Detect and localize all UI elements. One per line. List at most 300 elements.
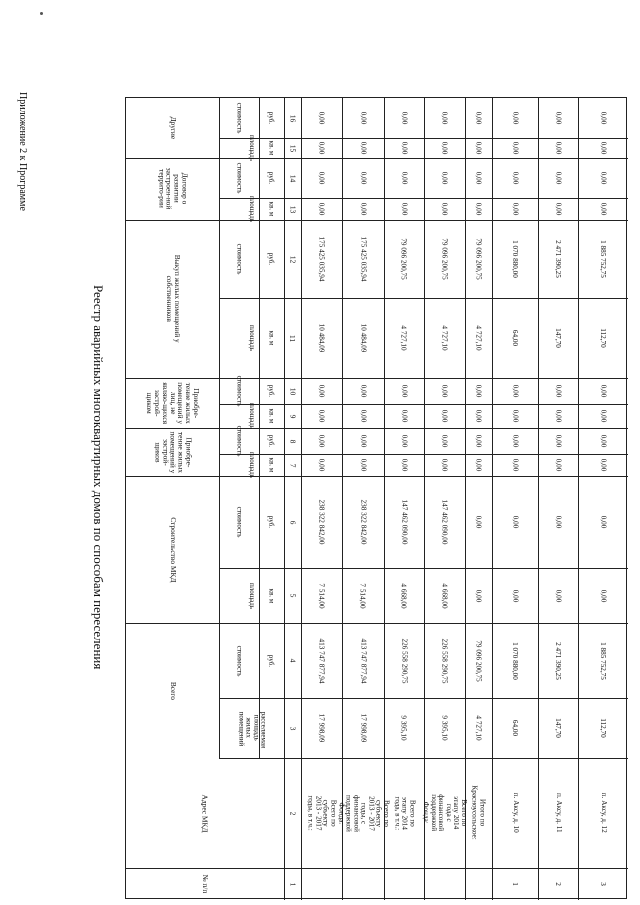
unit-sqm-po-text: кв. м — [267, 408, 276, 424]
row-number-text: 3 — [599, 882, 607, 886]
subheader-area-oth-text: площадь — [247, 135, 256, 161]
column-number-text: 9 — [287, 414, 297, 418]
row-number — [384, 868, 424, 900]
subheader-cost-dev — [219, 158, 259, 198]
table-cell-text: 0,00 — [317, 409, 326, 423]
table-cell-text: 0,00 — [510, 171, 519, 185]
table-cell — [384, 454, 424, 476]
table-cell — [384, 198, 424, 220]
table-cell-text: 0,00 — [358, 141, 367, 155]
table-cell — [424, 404, 465, 428]
unit-sqm-pd — [259, 454, 284, 476]
row-address-text: Всего по субъекту 2013 - 2017 годы, с финансовой поддержкой Фонда: — [337, 794, 391, 832]
table-cell — [301, 158, 342, 198]
column-number-text: 3 — [287, 726, 297, 730]
table-cell-text: 0,00 — [598, 111, 607, 125]
table-cell-text: 0,00 — [474, 515, 483, 529]
table-cell — [465, 454, 492, 476]
group-header-pd-text: Приобре-тение жилых помещений у застрой-щиков — [152, 431, 193, 473]
table-cell-text: 0,00 — [553, 515, 562, 529]
table-cell — [465, 138, 492, 158]
group-header-oth — [126, 98, 219, 158]
table-cell-text: 0,00 — [440, 434, 449, 448]
table-cell — [384, 568, 424, 623]
table-cell-text: 0,00 — [474, 434, 483, 448]
table-cell — [538, 698, 578, 758]
table-cell-text: 4 727,10 — [440, 325, 449, 351]
table-cell — [424, 138, 465, 158]
table-cell-text: 413 747 877,94 — [359, 638, 368, 683]
table-cell — [424, 454, 465, 476]
table-cell — [538, 378, 578, 404]
table-cell-text: 0,00 — [317, 458, 326, 472]
table-cell-text: 0,00 — [399, 409, 408, 423]
table-cell — [342, 220, 384, 298]
table-cell-text: 1 070 880,00 — [510, 641, 519, 680]
unit-sqm-oth-text: кв. м — [267, 140, 276, 156]
table-cell — [578, 454, 628, 476]
table-cell-text: 0,00 — [510, 515, 519, 529]
unit-rub-con — [259, 476, 284, 568]
table-cell — [578, 98, 628, 138]
table-cell-text: 0,00 — [510, 458, 519, 472]
table-cell-text: 4 727,10 — [474, 325, 483, 351]
table-cell-text: 0,00 — [358, 171, 367, 185]
table-cell — [578, 568, 628, 623]
unit-sqm-dev-text: кв. м — [267, 201, 276, 217]
table-cell-text: 0,00 — [440, 111, 449, 125]
table-cell-text: 0,00 — [399, 384, 408, 398]
table-cell — [578, 220, 628, 298]
table-cell-text: 0,00 — [474, 409, 483, 423]
table-cell-text: 0,00 — [553, 171, 562, 185]
table-cell — [301, 378, 342, 404]
column-number — [284, 298, 301, 378]
table-cell-text: 0,00 — [317, 202, 326, 216]
table-cell — [342, 198, 384, 220]
subheader-cost-dev-text: стоимость — [234, 162, 243, 194]
table-cell-text: 0,00 — [553, 202, 562, 216]
subheader-area-po-text: площадь — [247, 403, 256, 429]
table-cell — [424, 568, 465, 623]
subheader-area-buy-text: площадь — [247, 325, 256, 351]
table-cell-text: 147 462 090,00 — [440, 499, 449, 545]
column-number — [284, 698, 301, 758]
table-cell — [424, 623, 465, 698]
table-cell — [465, 98, 492, 138]
column-number-text: 4 — [287, 658, 297, 663]
table-cell-text: 0,00 — [317, 384, 326, 398]
table-cell — [384, 98, 424, 138]
column-number-text: 2 — [287, 811, 297, 815]
row-address-text: Всего по субъекту 2013 - 2017 годы, в т.ч.: — [306, 795, 338, 831]
column-number — [284, 568, 301, 623]
table-cell-text: 0,00 — [317, 171, 326, 185]
subheader-cost-pd-text: стоимость — [234, 425, 243, 457]
row-address-text: Всего по этапу 2014 года, в т.ч.: — [393, 796, 417, 830]
row-address — [578, 758, 628, 868]
table-cell-text: 0,00 — [553, 434, 562, 448]
unit-rub-pd — [259, 428, 284, 454]
table-cell-text: 0,00 — [598, 434, 607, 448]
table-cell-text: 7 514,00 — [317, 582, 326, 609]
table-cell-text: 79 096 200,75 — [474, 639, 483, 682]
table-cell-text: 0,00 — [358, 202, 367, 216]
table-cell — [342, 476, 384, 568]
unit-rub-dev — [259, 158, 284, 198]
table-cell-text: 4 668,00 — [400, 582, 408, 609]
subheader-cost-po — [219, 375, 259, 407]
table-cell-text: 10 484,09 — [317, 323, 326, 353]
table-cell — [578, 298, 628, 378]
table-cell-text: 0,00 — [399, 434, 408, 448]
row-address — [538, 758, 578, 868]
table-cell — [301, 454, 342, 476]
header-num — [126, 868, 284, 900]
table-cell — [301, 428, 342, 454]
table-cell — [492, 198, 538, 220]
row-address — [465, 758, 492, 868]
column-number-text: 12 — [288, 255, 297, 263]
table-cell — [465, 404, 492, 428]
table-cell-text: 0,00 — [440, 202, 449, 216]
table-cell-text: 79 096 200,75 — [474, 238, 483, 280]
table-cell-text: 2 471 390,25 — [553, 641, 562, 680]
table-cell — [384, 476, 424, 568]
column-number — [284, 98, 301, 138]
table-cell — [465, 198, 492, 220]
table-cell-text: 0,00 — [358, 458, 367, 472]
table-cell — [578, 623, 628, 698]
table-cell — [424, 220, 465, 298]
unit-rub-tot-text: руб. — [267, 654, 276, 667]
table-cell-text: 0,00 — [358, 384, 367, 398]
table-cell-text: 1 885 752,75 — [598, 240, 607, 278]
table-cell-text: 147,70 — [553, 718, 562, 738]
row-number — [301, 868, 342, 900]
table-cell — [424, 98, 465, 138]
table-cell — [465, 698, 492, 758]
row-number — [578, 868, 628, 900]
table-cell — [538, 568, 578, 623]
table-cell — [342, 404, 384, 428]
subheader-area-con-text: площадь — [247, 582, 256, 609]
table-cell — [578, 476, 628, 568]
group-header-buy-text: Выкуп жилых помещений у собственников — [164, 255, 182, 343]
table-cell-text: 9 395,10 — [400, 715, 408, 741]
table-cell-text: 0,00 — [510, 434, 519, 448]
table-cell-text: 0,00 — [553, 589, 562, 602]
table-cell — [301, 476, 342, 568]
header-address-text: Адрес МКД — [200, 794, 210, 832]
row-number — [424, 868, 465, 900]
unit-sqm-buy — [259, 298, 284, 378]
unit-rub-buy — [259, 220, 284, 298]
table-cell-text: 0,00 — [440, 171, 449, 185]
column-number — [284, 454, 301, 476]
column-number — [284, 868, 301, 900]
table-cell — [578, 138, 628, 158]
table-cell-text: 0,00 — [598, 458, 607, 472]
table-cell — [492, 138, 538, 158]
table-cell — [301, 568, 342, 623]
column-number-text: 15 — [288, 144, 297, 152]
header-num-text: № п/п — [200, 874, 210, 894]
table-cell — [342, 378, 384, 404]
row-number — [342, 868, 384, 900]
table-cell — [384, 698, 424, 758]
table-cell-text: 9 395,10 — [440, 715, 449, 741]
group-header-pd — [126, 428, 219, 476]
table-cell-text: 0,00 — [474, 458, 483, 472]
table-cell — [301, 98, 342, 138]
table-cell — [578, 378, 628, 404]
group-header-tot-text: Всего — [168, 681, 178, 700]
table-cell — [384, 158, 424, 198]
row-number — [538, 868, 578, 900]
table-cell-text: 79 096 200,75 — [440, 238, 449, 280]
table-cell — [538, 476, 578, 568]
table-cell — [301, 198, 342, 220]
table-cell — [465, 623, 492, 698]
table-cell — [301, 220, 342, 298]
table-cell-text: 0,00 — [510, 111, 519, 125]
appendix-label: Приложение 2 к Программе — [17, 92, 28, 211]
column-number-text: 6 — [287, 520, 297, 524]
table-cell-text: 0,00 — [553, 141, 562, 155]
unit-rub-po — [259, 378, 284, 404]
column-number — [284, 378, 301, 404]
table-cell — [301, 623, 342, 698]
table-cell — [578, 428, 628, 454]
unit-sqm-con — [259, 568, 284, 623]
table-cell — [342, 98, 384, 138]
table-cell — [465, 378, 492, 404]
column-number — [284, 138, 301, 158]
table-cell-text: 0,00 — [474, 202, 483, 216]
row-address — [422, 758, 469, 868]
subheader-cost-po-text: стоимость — [234, 375, 243, 407]
row-number — [492, 868, 538, 900]
table-cell-text: 0,00 — [399, 202, 408, 216]
table-cell — [492, 476, 538, 568]
table-cell-text: 64,00 — [510, 329, 519, 347]
table-cell-text: 112,70 — [599, 328, 607, 348]
group-header-po-text: Приобре-тение жилых помещений у лиц, не являю-щихся застрой-щиком — [145, 382, 201, 424]
subheader-cost-oth-text: стоимость — [234, 102, 243, 134]
table-cell — [538, 404, 578, 428]
table-cell — [465, 428, 492, 454]
table-cell-text: 0,00 — [598, 589, 607, 602]
column-number — [284, 158, 301, 198]
table-cell-text: 79 096 200,75 — [400, 238, 409, 280]
table-cell — [424, 378, 465, 404]
table-cell-text: 0,00 — [598, 384, 607, 398]
table-cell — [492, 428, 538, 454]
table-cell-text: 0,00 — [358, 434, 367, 448]
unit-rub-con-text: руб. — [267, 515, 276, 529]
column-number — [284, 476, 301, 568]
table-cell-text: 1 070 880,00 — [510, 240, 519, 278]
column-number — [284, 404, 301, 428]
table-cell — [492, 98, 538, 138]
table-cell — [342, 158, 384, 198]
subheader-area-pd-text: площадь — [247, 452, 256, 478]
subheader-cost-buy — [219, 220, 259, 298]
subheader-cost-oth — [219, 98, 259, 138]
subheader-area-dev-text: площадь — [247, 196, 256, 222]
table-cell — [384, 404, 424, 428]
table-cell-text: 0,00 — [474, 141, 483, 155]
unit-rub-oth-text: руб. — [267, 111, 276, 125]
table-cell-text: 4 727,10 — [474, 715, 483, 741]
row-address — [384, 758, 424, 868]
table-cell-text: 0,00 — [399, 458, 408, 472]
table-cell-text: 0,00 — [474, 589, 483, 602]
table-cell-text: 147,70 — [553, 328, 562, 348]
table-cell-text: 175 425 035,94 — [359, 236, 368, 282]
table-cell-text: 4 727,10 — [400, 325, 408, 351]
table-cell-text: 0,00 — [440, 384, 449, 398]
scan-speck — [40, 12, 43, 15]
table-cell — [301, 698, 342, 758]
row-address — [337, 758, 391, 868]
table-cell — [492, 698, 538, 758]
table-cell — [578, 158, 628, 198]
unit-rub-po-text: руб. — [267, 384, 276, 398]
table-cell — [538, 428, 578, 454]
subheader-cost-tot — [219, 623, 259, 698]
table-cell-text: 0,00 — [598, 409, 607, 423]
subheader-area-tot-text: расселяемая площадь жилых помещений — [237, 712, 268, 749]
row-address-text: п. Аксу, д. 12 — [599, 793, 608, 833]
table-cell-text: 0,00 — [440, 458, 449, 472]
table-cell — [342, 428, 384, 454]
table-cell-text: 0,00 — [510, 384, 519, 398]
table-cell — [492, 623, 538, 698]
group-header-buy — [126, 220, 219, 378]
column-number-text: 1 — [287, 882, 297, 886]
table-cell-text: 112,70 — [599, 718, 607, 738]
row-address-text: п. Аксу, д. 11 — [554, 793, 563, 833]
unit-rub-tot — [259, 623, 284, 698]
table-cell-text: 238 322 842,00 — [317, 499, 326, 545]
table-cell-text: 0,00 — [440, 141, 449, 155]
row-number-text: 1 — [511, 882, 519, 886]
table-cell-text: 238 322 842,00 — [359, 499, 368, 545]
subheader-cost-con — [219, 476, 259, 568]
table-cell — [492, 404, 538, 428]
registry-table — [125, 97, 627, 899]
table-cell — [465, 568, 492, 623]
table-cell — [538, 298, 578, 378]
unit-sqm-po — [259, 404, 284, 428]
column-number — [284, 220, 301, 298]
table-cell — [301, 298, 342, 378]
table-cell-text: 0,00 — [510, 202, 519, 216]
table-cell — [538, 98, 578, 138]
table-cell — [465, 476, 492, 568]
subheader-area-tot — [219, 698, 284, 758]
row-number-text: 2 — [554, 882, 562, 886]
table-cell — [424, 158, 465, 198]
table-cell — [384, 378, 424, 404]
header-address — [126, 758, 284, 868]
table-cell — [384, 428, 424, 454]
table-cell — [342, 698, 384, 758]
table-cell — [465, 298, 492, 378]
table-cell — [342, 454, 384, 476]
table-cell — [492, 378, 538, 404]
table-cell-text: 226 558 290,75 — [400, 638, 409, 683]
table-cell — [342, 138, 384, 158]
table-cell — [578, 198, 628, 220]
table-cell-text: 0,00 — [317, 111, 326, 125]
table-cell — [492, 158, 538, 198]
table-cell — [538, 138, 578, 158]
unit-sqm-con-text: кв. м — [267, 588, 276, 603]
table-cell-text: 0,00 — [598, 171, 607, 185]
table-cell-text: 0,00 — [598, 141, 607, 155]
table-cell — [538, 454, 578, 476]
table-cell-text: 0,00 — [440, 409, 449, 423]
column-number-text: 13 — [288, 205, 297, 213]
table-cell — [384, 298, 424, 378]
column-number-text: 7 — [287, 463, 297, 467]
table-cell-text: 0,00 — [358, 111, 367, 125]
table-cell — [424, 698, 465, 758]
table-cell — [424, 428, 465, 454]
table-cell-text: 413 747 877,94 — [317, 638, 326, 683]
table-cell-text: 0,00 — [598, 515, 607, 529]
group-header-con — [126, 476, 219, 623]
table-cell — [465, 158, 492, 198]
subheader-cost-buy-text: стоимость — [234, 243, 243, 275]
table-cell-text: 7 514,00 — [359, 582, 367, 609]
column-number-text: 8 — [287, 439, 297, 443]
table-cell-text: 0,00 — [474, 384, 483, 398]
row-address-text: Итого по Красноусольское: — [471, 785, 488, 841]
table-cell-text: 17 998,09 — [359, 713, 367, 743]
unit-rub-oth — [259, 98, 284, 138]
column-number-text: 16 — [288, 114, 297, 122]
column-number-text: 5 — [287, 593, 297, 598]
table-cell — [384, 220, 424, 298]
table-cell-text: 0,00 — [553, 111, 562, 125]
table-cell — [424, 298, 465, 378]
unit-rub-buy-text: руб. — [267, 252, 276, 266]
subheader-cost-tot-text: стоимость — [234, 645, 243, 676]
table-cell — [492, 298, 538, 378]
column-number — [284, 428, 301, 454]
table-cell-text: 2 471 390,25 — [553, 240, 562, 278]
group-header-dev-text: Договор о развитии застроен-ной террито-рии — [156, 168, 190, 210]
table-cell-text: 0,00 — [510, 409, 519, 423]
table-cell — [342, 568, 384, 623]
table-cell — [538, 158, 578, 198]
table-cell-text: 0,00 — [553, 409, 562, 423]
table-cell-text: 147 462 090,00 — [400, 499, 409, 545]
column-number-text: 11 — [288, 334, 297, 342]
table-cell-text: 0,00 — [399, 111, 408, 125]
unit-sqm-pd-text: кв. м — [267, 457, 276, 473]
table-cell-text: 0,00 — [474, 111, 483, 125]
table-cell-text: 226 558 290,75 — [440, 638, 449, 683]
column-number — [284, 623, 301, 698]
column-number-text: 14 — [288, 174, 297, 182]
group-header-dev — [126, 158, 219, 220]
table-cell — [465, 220, 492, 298]
